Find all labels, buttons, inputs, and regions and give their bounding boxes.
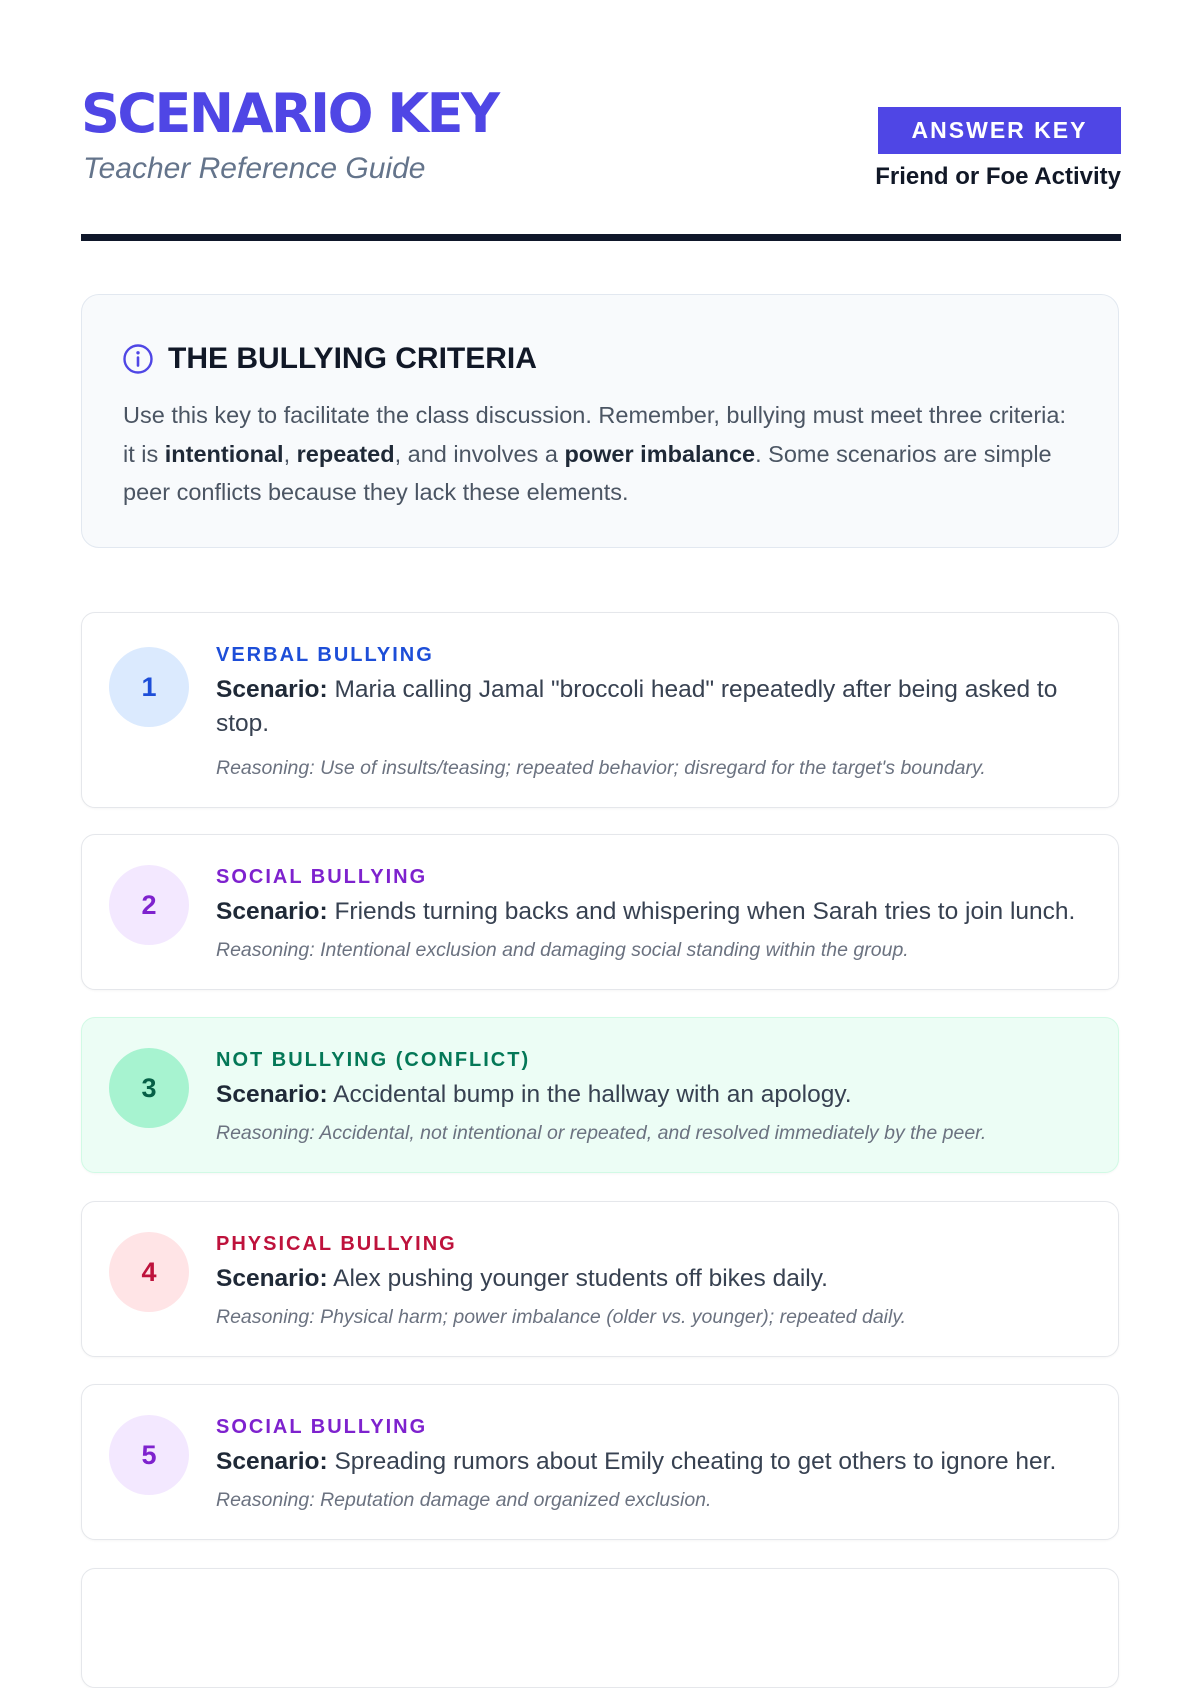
scenario-card-2 bbox=[81, 834, 1119, 990]
criteria-text-part: , bbox=[283, 440, 297, 467]
scenario-category: SOCIAL BULLYING bbox=[216, 866, 428, 888]
scenario-description bbox=[216, 673, 1096, 741]
scenario-text: Friends turning backs and whispering when Sarah tries to join lunch. bbox=[334, 898, 1076, 925]
info-icon bbox=[122, 343, 154, 375]
scenario-card-1 bbox=[81, 612, 1119, 808]
scenario-card-next bbox=[81, 1568, 1119, 1688]
scenario-number: 3 bbox=[109, 1048, 189, 1128]
scenario-description bbox=[216, 1078, 1096, 1112]
scenario-reasoning: Reasoning: Intentional exclusion and damaging social standing within the group. bbox=[216, 939, 909, 961]
scenario-category: NOT BULLYING (CONFLICT) bbox=[216, 1049, 531, 1071]
header-divider bbox=[81, 234, 1121, 241]
scenario-description bbox=[216, 895, 1096, 929]
criteria-term-repeated: repeated bbox=[296, 440, 395, 467]
criteria-heading bbox=[122, 341, 537, 377]
answer-key-badge: ANSWER KEY bbox=[878, 107, 1121, 154]
criteria-text bbox=[123, 396, 1083, 512]
scenario-text: Maria calling Jamal "broccoli head" repeatedly after being asked to stop. bbox=[216, 676, 1058, 737]
scenario-text: Spreading rumors about Emily cheating to get others to ignore her. bbox=[334, 1448, 1057, 1475]
page-subtitle: Teacher Reference Guide bbox=[83, 152, 426, 185]
scenario-text: Alex pushing younger students off bikes daily. bbox=[333, 1265, 828, 1292]
criteria-title: THE BULLYING CRITERIA bbox=[168, 342, 537, 375]
scenario-label: Scenario: bbox=[216, 898, 328, 925]
scenario-number: 5 bbox=[109, 1415, 189, 1495]
scenario-reasoning: Reasoning: Use of insults/teasing; repeated behavior; disregard for the target's boundary. bbox=[216, 757, 986, 779]
scenario-number: 4 bbox=[109, 1232, 189, 1312]
scenario-card-3 bbox=[81, 1017, 1119, 1173]
scenario-label: Scenario: bbox=[216, 1448, 328, 1475]
scenario-card-5 bbox=[81, 1384, 1119, 1540]
page-header bbox=[81, 0, 1121, 241]
scenario-category: PHYSICAL BULLYING bbox=[216, 1233, 457, 1255]
criteria-term-power-imbalance: power imbalance bbox=[564, 440, 756, 467]
activity-name: Friend or Foe Activity bbox=[875, 163, 1121, 190]
criteria-box bbox=[81, 294, 1119, 548]
criteria-text-part: Use this key to facilitate the class discussion. Remember, bullying must meet three criteria: it is bbox=[123, 402, 1066, 467]
scenario-number: 2 bbox=[109, 865, 189, 945]
criteria-term-intentional: intentional bbox=[164, 440, 284, 467]
page-title: SCENARIO KEY bbox=[81, 82, 498, 145]
scenario-label: Scenario: bbox=[216, 676, 328, 703]
scenario-text: Accidental bump in the hallway with an apology. bbox=[333, 1081, 852, 1108]
scenario-description bbox=[216, 1445, 1096, 1479]
scenario-label: Scenario: bbox=[216, 1081, 328, 1108]
scenario-number: 1 bbox=[109, 647, 189, 727]
scenario-reasoning: Reasoning: Reputation damage and organized exclusion. bbox=[216, 1489, 712, 1511]
criteria-text-part: . Some scenarios are simple peer conflicts because they lack these elements. bbox=[123, 440, 1052, 505]
scenario-category: VERBAL BULLYING bbox=[216, 644, 434, 666]
scenario-card-4 bbox=[81, 1201, 1119, 1357]
criteria-text-part: , and involves a bbox=[394, 440, 565, 467]
scenario-reasoning: Reasoning: Physical harm; power imbalance (older vs. younger); repeated daily. bbox=[216, 1306, 907, 1328]
answer-key-page bbox=[81, 0, 1121, 1511]
scenario-category: SOCIAL BULLYING bbox=[216, 1416, 428, 1438]
scenario-reasoning: Reasoning: Accidental, not intentional or repeated, and resolved immediately by the peer. bbox=[216, 1122, 987, 1144]
scenario-label: Scenario: bbox=[216, 1265, 328, 1292]
scenario-description bbox=[216, 1262, 1096, 1296]
